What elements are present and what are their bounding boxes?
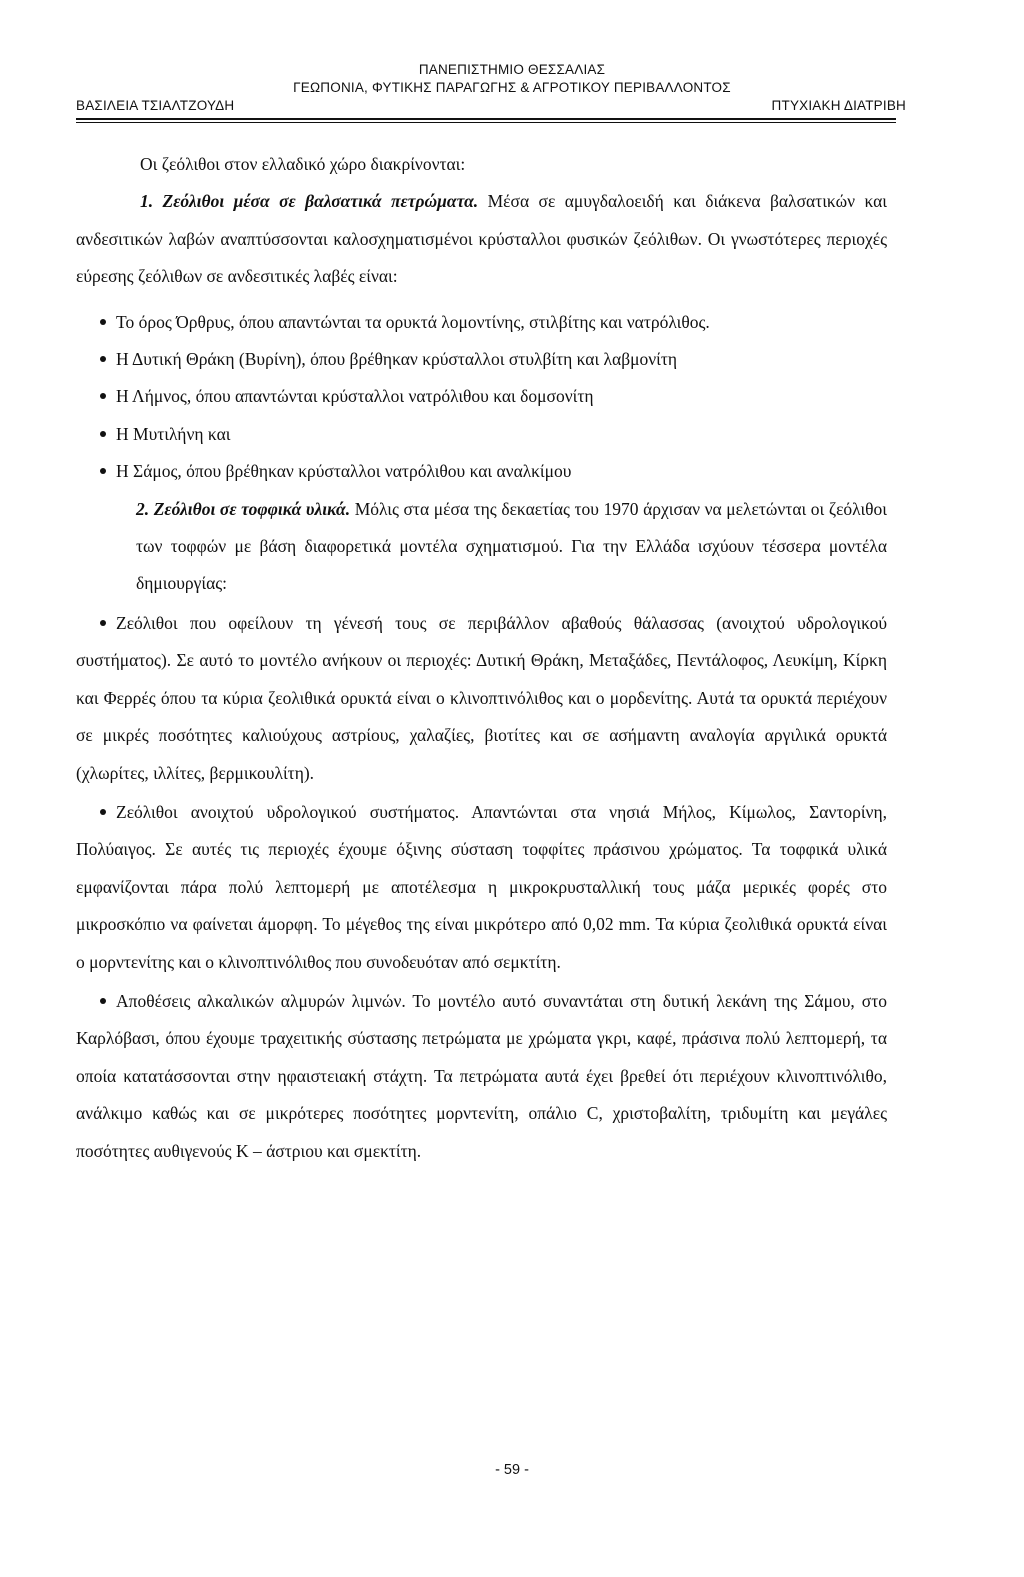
list-item: Η Σάμος, όπου βρέθηκαν κρύσταλλοι νατρόλιθου και αναλκίμου	[76, 453, 887, 490]
document-type: ΠΤΥΧΙΑΚΗ ΔΙΑΤΡΙΒΗ	[771, 98, 906, 113]
section-2-paragraph	[136, 491, 887, 603]
bullet-icon	[100, 431, 106, 437]
bullet-icon	[100, 468, 106, 474]
bullet-icon	[100, 998, 106, 1004]
page-number: - 59 -	[495, 1462, 529, 1478]
section-1-paragraph	[76, 183, 887, 295]
list-item: Η Λήμνος, όπου απαντώνται κρύσταλλοι νατρόλιθου και δομσονίτη	[76, 378, 887, 415]
section-2-heading: 2. Ζεόλιθοι σε τοφφικά υλικά.	[136, 498, 351, 519]
list-item: Ζεόλιθοι που οφείλουν τη γένεσή τους σε περιβάλλον αβαθούς θάλασσας (ανοιχτού υδρολογικού συστήματος). Σε αυτό το μοντέλο ανήκουν οι περιοχές: Δυτική Θράκη, Μεταξάδες, Πεντάλοφος, Λευκίμη, Κίρκη και Φερρές όπου τα κύρια ζεολιθικά ορυκτά είναι ο κλινοπτινόλιθος και ο μορδενίτης. Αυτά τα ορυκτά περιέχουν σε μικρές ποσότητες καλιούχους αστρίους, χαλαζίες, βιοτίτες και σε ασήμαντη αναλογία αργιλικά ορυκτά (χλωρίτες, ιλλίτες, βερμικουλίτη).	[76, 612, 887, 783]
bullet-icon	[100, 319, 106, 325]
page-body	[76, 146, 887, 1170]
university-name: ΠΑΝΕΠΙΣΤΗΜΙΟ ΘΕΣΣΑΛΙΑΣ	[418, 62, 606, 77]
bullet-icon	[100, 809, 106, 815]
list-item: Ζεόλιθοι ανοιχτού υδρολογικού συστήματος. Απαντώνται στα νησιά Μήλος, Κίμωλος, Σαντορίνη, Πολύαιγος. Σε αυτές τις περιοχές έχουμε όξινης σύσταση τοφφίτες πράσινου χρώματος. Τα τοφφικά υλικά εμφανίζονται πάρα πολύ λεπτομερή με αποτέλεσμα η μικροκρυσταλλική τους μάζα μερικές φορές στο μικροσκόπιο να φαίνεται άμορφη. Το μέγεθος της είναι μικρότερο από 0,02 mm. Τα κύρια ζεολιθικά ορυκτά είναι ο μορντενίτης και ο κλινοπτινόλιθος που συνοδευόταν από σεμκτίτη.	[76, 801, 887, 972]
list-item: Η Μυτιλήνη και	[76, 416, 887, 453]
section-1-heading: 1. Ζεόλιθοι μέσα σε βαλσατικά πετρώματα.	[140, 191, 479, 212]
list-item: Το όρος Όρθρυς, όπου απαντώνται τα ορυκτά λομοντίνης, στιλβίτης και νατρόλιθος.	[76, 304, 887, 341]
author-name: ΒΑΣΙΛΕΙΑ ΤΣΙΑΛΤΖΟΥΔΗ	[76, 98, 235, 113]
bullet-icon	[100, 356, 106, 362]
department-name: ΓΕΩΠΟΝΙΑ, ΦΥΤΙΚΗΣ ΠΑΡΑΓΩΓΗΣ & ΑΓΡΟΤΙΚΟΥ ΠΕΡΙΒΑΛΛΟΝΤΟΣ	[293, 80, 731, 95]
bullet-icon	[100, 620, 106, 626]
intro-text: Οι ζεόλιθοι στον ελλαδικό χώρο διακρίνονται:	[140, 154, 466, 174]
bullet-icon	[100, 393, 106, 399]
header-rule	[76, 118, 896, 123]
page-header	[0, 0, 1024, 130]
section-2-text: Μόλις στα μέσα της δεκαετίας του 1970 άρχισαν να μελετώνται οι ζεόλιθοι των τοφφών με βάση διαφορετικά μοντέλα σχηματισμού. Για την Ελλάδα ισχύουν τέσσερα μοντέλα δημιουργίας:	[136, 498, 887, 594]
list-item: Αποθέσεις αλκαλικών αλμυρών λιμνών. Το μοντέλο αυτό συναντάται στη δυτική λεκάνη της Σάμου, στο Καρλόβασι, όπου έχουμε τραχειτικής σύστασης πετρώματα με χρώματα γκρι, καφέ, πράσινα πολύ λεπτομερή, τα οποία κατατάσσονται στην ηφαιστειακή στάχτη. Τα πετρώματα αυτά έχει βρεθεί ότι περιέχουν κλινοπτινόλιθο, ανάλκιμο καθώς και σε μικρότερες ποσότητες μορντενίτη, οπάλιο C, χριστοβαλίτη, τριδυμίτη και μεγάλες ποσότητες αυθιγενούς Κ – άστριου και σμεκτίτη.	[76, 990, 887, 1161]
section-1-text: Μέσα σε αμυγδαλοειδή και διάκενα βαλσατικών και ανδεσιτικών λαβών αναπτύσσονται καλοσχηματισμένοι κρύσταλλοι φυσικών ζεόλιθων. Οι γνωστότερες περιοχές εύρεσης ζεόλιθων σε ανδεσιτικές λαβές είναι:	[76, 191, 887, 287]
list-item: Η Δυτική Θράκη (Βυρίνη), όπου βρέθηκαν κρύσταλλοι στυλβίτη και λαβμονίτη	[76, 341, 887, 378]
